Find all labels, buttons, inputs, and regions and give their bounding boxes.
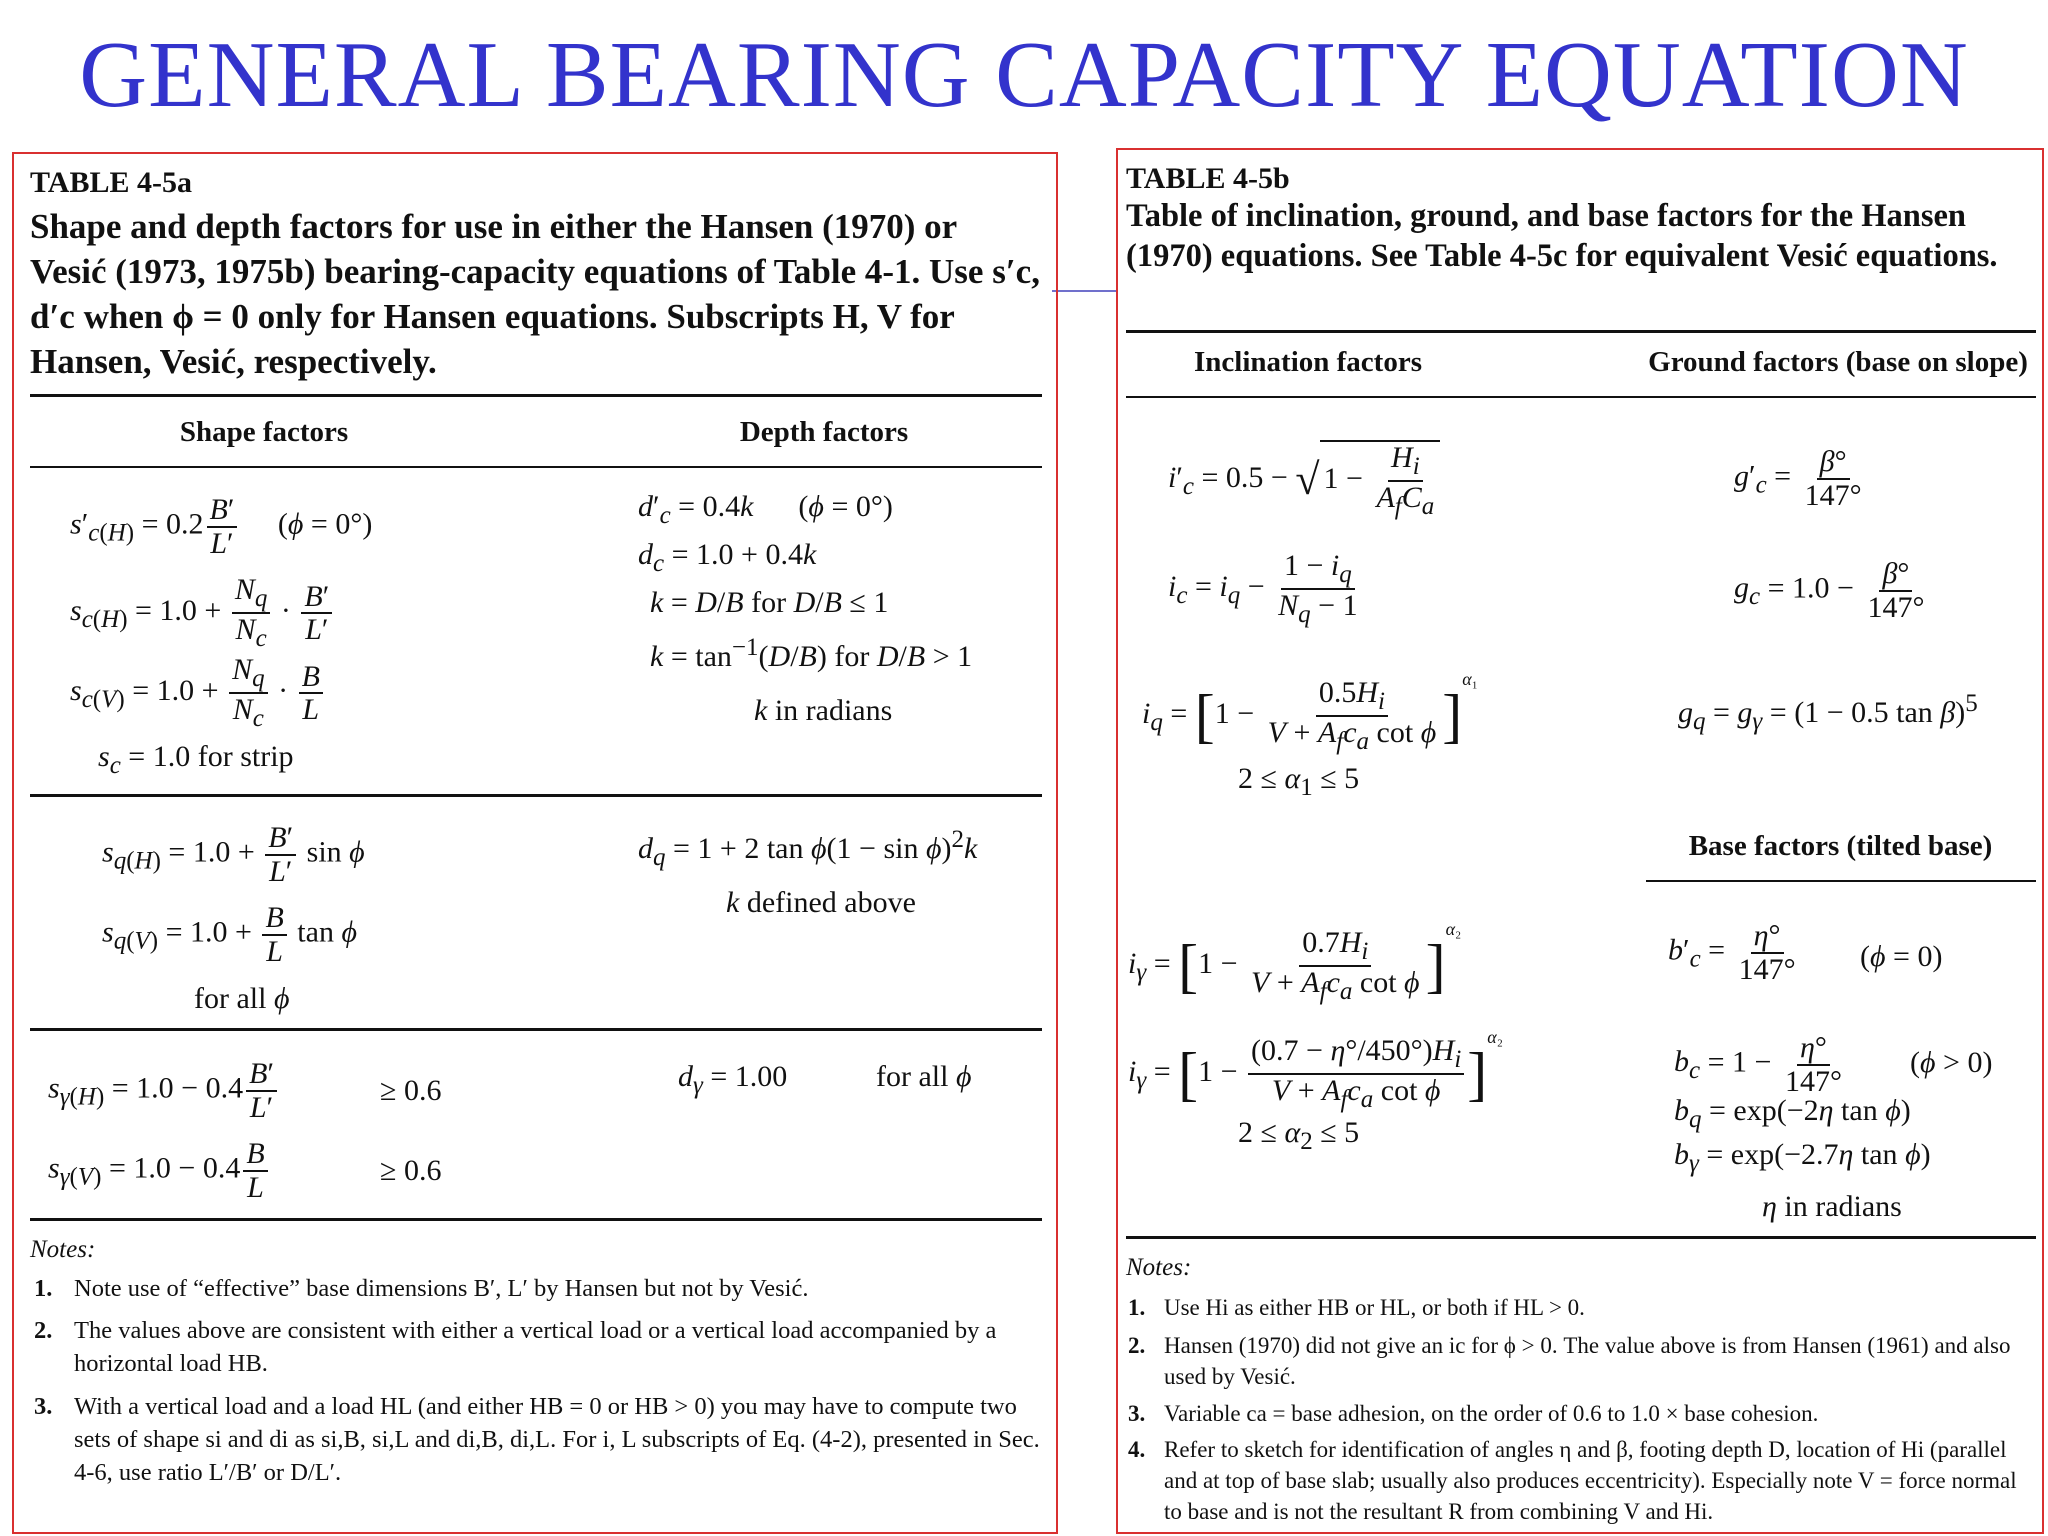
formula-ic: $i_c = i_q$ − $\frac{1 - i_q}{N_q - 1}$ [1168,549,1358,629]
notes-heading: Notes: [1126,1254,1192,1281]
formula-igamma-2: $i_\gamma = [1$ − $(0.7 - \eta^\circ/450^\circ)H_i$ $V + A_fc_a$ cot ϕ ]$^{\alpha_2}$ [1128,1027,1504,1114]
formula-sgamma-vesic: $s_{\gamma(V)} = 1.0 - 0.4$ $\frac{B}{L}$ [48,1138,271,1203]
formula-dgamma: $d_\gamma = 1.00$ [678,1060,788,1099]
note-item: 4. Refer to sketch for identification of angles η and β, footing depth D, location of Hi (parallel and at top of base slab; usually also produces eccentricity). Especially note V = force normal to base and is not the resultant R from combining V and Hi. [1128,1437,2017,1524]
rule [30,394,1042,397]
formula-dc-prime: $d'_c = 0.4k$ (ϕ = 0°) [638,490,893,529]
formula-sc-hansen: $s_{c(H)} = 1.0$ + $\frac{N_q}{N_c}$ · $\frac{B'}{L'}$ [70,574,335,653]
rule [30,1028,1042,1031]
header-shape-factors: Shape factors [179,416,349,448]
formula-igamma-1: $i_\gamma = [1$ − $0.7H_i$ $V + A_fc_a$ cot ϕ ]$^{\alpha_2}$ [1128,919,1462,1006]
formula-sq-vesic: $s_{q(V)} = 1.0$ + $\frac{B}{L}$ tan ϕ [102,901,357,968]
formula-k-large: $k = \tan^{-1}(D/B)$ for D/B > 1 [650,634,973,673]
table-4-5b-panel [1116,148,2044,1534]
page-title: GENERAL BEARING CAPACITY EQUATION [79,23,1969,127]
depth-note-all-phi: for all ϕ [876,1060,972,1093]
header-inclination-factors: Inclination factors [1194,346,1422,378]
header-depth-factors: Depth factors [739,416,909,448]
formula-gq: $g_q = g_\gamma = (1 - 0.5$ tan β)$^5$ [1678,690,1978,735]
alpha1-range: $2 \le \alpha_1 \le 5$ [1238,762,1360,801]
alpha2-range: $2 \le \alpha_2 \le 5$ [1238,1116,1360,1155]
rule [1126,330,2036,333]
table-caption: Table of inclination, ground, and base factors for the Hansen (1970) equations. See Table 4-5c for equivalent Vesić equations. [1126,198,1998,274]
rule [1646,880,2036,882]
table-label: TABLE 4-5a [30,166,192,199]
formula-dq: $d_q = 1 + 2$ $\tan \phi(1 - \sin \phi)^2k$ [638,826,978,871]
formula-dc: $d_c = 1.0 + 0.4k$ [638,538,817,577]
rule [30,466,1042,468]
formula-k-small: k = D/B for D/B ≤ 1 [650,586,889,619]
limit-sgamma-hansen: ≥ 0.6 [380,1074,442,1107]
depth-note-radians: k in radians [754,694,893,727]
formula-ic-prime: $i'_c = 0.5$ − √ 1 − $H_i$ $A_fC_a$ [1168,440,1440,521]
rule [1126,396,2036,398]
rule [30,794,1042,797]
rule [30,1218,1042,1221]
table-label: TABLE 4-5b [1126,162,1290,195]
rule [1126,1236,2036,1239]
note-item: 3. With a vertical load and a load HL (and either HB = 0 or HB > 0) you may have to compute two sets of shape si and di as si,B, si,L and di,B, di,L. For i, L subscripts of Eq. (4-2), presented in Sec. 4-6, use ratio L′/B′ or D/L′. [34,1393,1040,1486]
note-item: 1. Note use of “effective” base dimensions B′, L′ by Hansen but not by Vesić. [34,1275,809,1302]
connector-line [1052,290,1118,292]
note-item: 3. Variable ca = base adhesion, on the order of 0.6 to 1.0 × base cohesion. [1128,1401,1819,1426]
formula-bgamma: $b_\gamma = \exp(-2.7\eta$ tan ϕ) [1674,1138,1931,1177]
table-4-5a-panel [12,152,1058,1534]
limit-sgamma-vesic: ≥ 0.6 [380,1154,442,1187]
formula-bq: $b_q = \exp(-2\eta$ tan ϕ) [1674,1094,1911,1133]
formula-sc-vesic: $s_{c(V)} = 1.0$ + $\frac{N_q}{N_c}$ · $\frac{B}{L}$ [70,654,326,733]
shape-note-all-phi: for all ϕ [194,982,290,1015]
note-item: 1. Use Hi as either HB or HL, or both if HL > 0. [1128,1295,1585,1320]
formula-sgamma-hansen: $s_{\gamma(H)} = 1.0 - 0.4$ $\frac{B'}{L'}$ [48,1058,280,1123]
base-note-radians: η in radians [1762,1190,1902,1223]
formula-gc: $g_c = 1.0$ − $\frac{\beta^\circ}{147^\circ}$ [1734,557,1925,624]
header-ground-factors: Ground factors (base on slope) [1648,346,2028,378]
formula-sc-prime-hansen: $s'_{c(H)} = 0.2$ $\frac{B'}{L'}$ (ϕ = 0°) [70,493,373,560]
depth-note-k-defined: k defined above [726,886,916,919]
formula-sc-strip: $s_c = 1.0$ for strip [98,740,294,779]
notes-heading: Notes: [30,1236,96,1263]
table-caption: Shape and depth factors for use in either the Hansen (1970) or Vesić (1973, 1975b) bearing-capacity equations of Table 4-1. Use s′c, d′c when ϕ = 0 only for Hansen equations. Subscripts H, V for Hansen, Vesić, respectively. [30,207,1040,381]
bc-prime-condition: (ϕ = 0) [1860,940,1943,973]
note-item: 2. Hansen (1970) did not give an ic for ϕ > 0. The value above is from Hansen (1961) and also used by Vesić. [1128,1333,2011,1389]
bc-condition: (ϕ > 0) [1910,1046,1993,1079]
formula-bc-prime: $b'_c$ = $\frac{\eta^\circ}{147^\circ}$ [1668,919,1796,986]
formula-iq: $i_q = [1$ − $0.5H_i$ $V + A_fc_a$ cot ϕ ]$^{\alpha_1}$ [1142,669,1478,756]
formula-sq-hansen: $s_{q(H)} = 1.0$ + $\frac{B'}{L'}$ sin ϕ [102,821,365,888]
note-item: 2. The values above are consistent with either a vertical load or a vertical load accompanied by a horizontal load HB. [34,1317,997,1377]
header-base-factors: Base factors (tilted base) [1688,830,1993,862]
formula-bc: $b_c = 1$ − $\frac{\eta^\circ}{147^\circ}$ [1674,1031,1842,1098]
formula-gc-prime: $g'_c$ = $\frac{\beta^\circ}{147^\circ}$ [1734,445,1862,512]
